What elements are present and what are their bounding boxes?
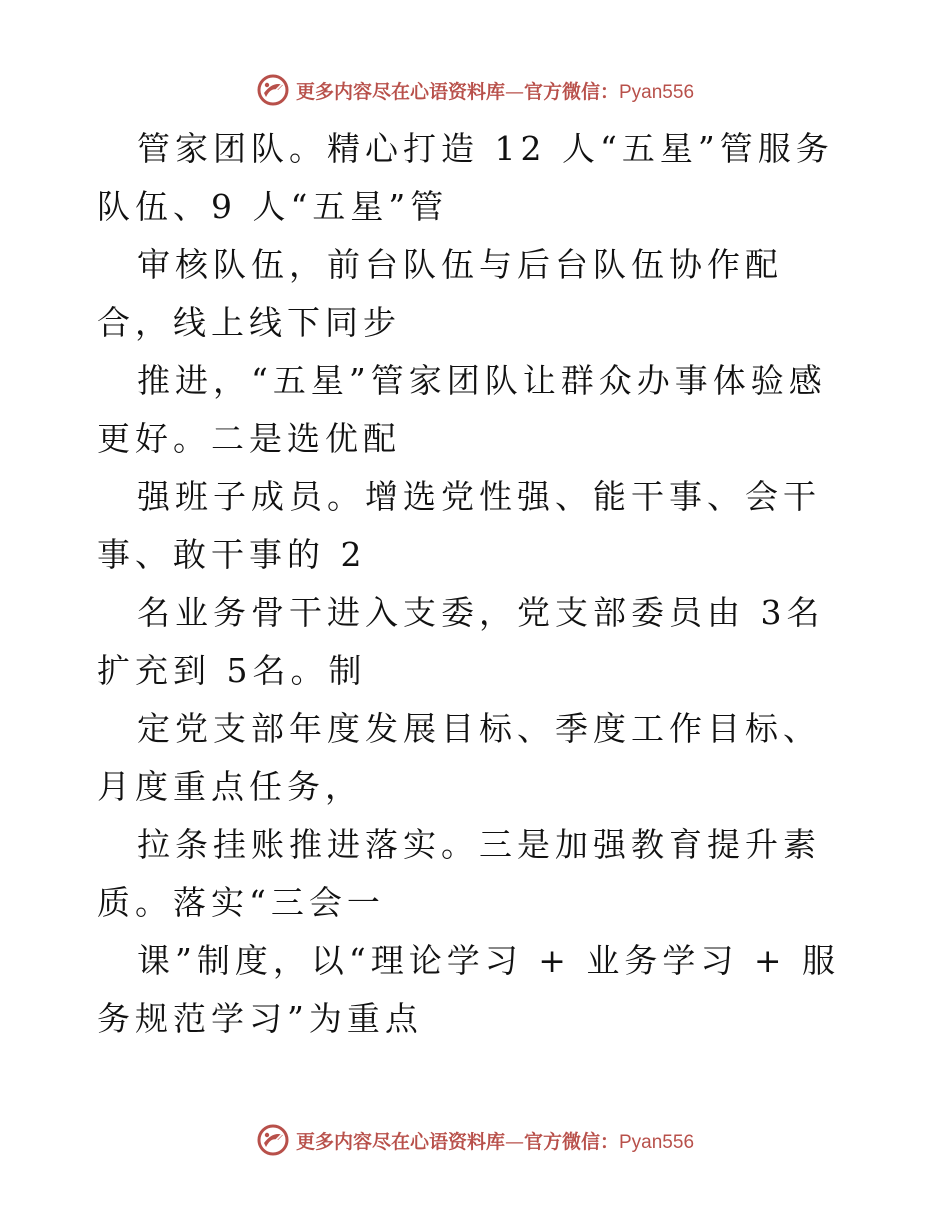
paragraph-5: 名业务骨干进入支委，党支部委员由 3名扩充到 5名。制: [97, 593, 825, 690]
watermark-text: 更多内容尽在心语资料库—官方微信：Pyan556: [295, 80, 695, 103]
paragraph-4: 强班子成员。增选党性强、能干事、会干事、敢干事的 2: [97, 477, 821, 574]
paragraph-3: 推进，“五星”管家团队让群众办事体验感更好。二是选优配: [97, 361, 827, 458]
book-logo-icon: [256, 73, 290, 107]
paragraph-7: 拉条挂账推进落实。三是加强教育提升素质。落实“三会一: [97, 825, 821, 922]
paragraph-6: 定党支部年度发展目标、季度工作目标、月度重点任务，: [97, 709, 821, 806]
book-logo-icon: [256, 1123, 290, 1157]
watermark-text: 更多内容尽在心语资料库—官方微信：Pyan556: [295, 1130, 695, 1153]
header-watermark: [0, 70, 950, 110]
paragraph-1: 管家团队。精心打造 12 人“五星”管服务队伍、9 人“五星”管: [97, 129, 834, 226]
paragraph-8: 课”制度，以“理论学习 + 业务学习 + 服务规范学习”为重点: [97, 941, 841, 1038]
paragraph-2: 审核队伍，前台队伍与后台队伍协作配合，线上线下同步: [97, 245, 783, 342]
document-body: [97, 120, 857, 1048]
footer-watermark: [0, 1120, 950, 1160]
